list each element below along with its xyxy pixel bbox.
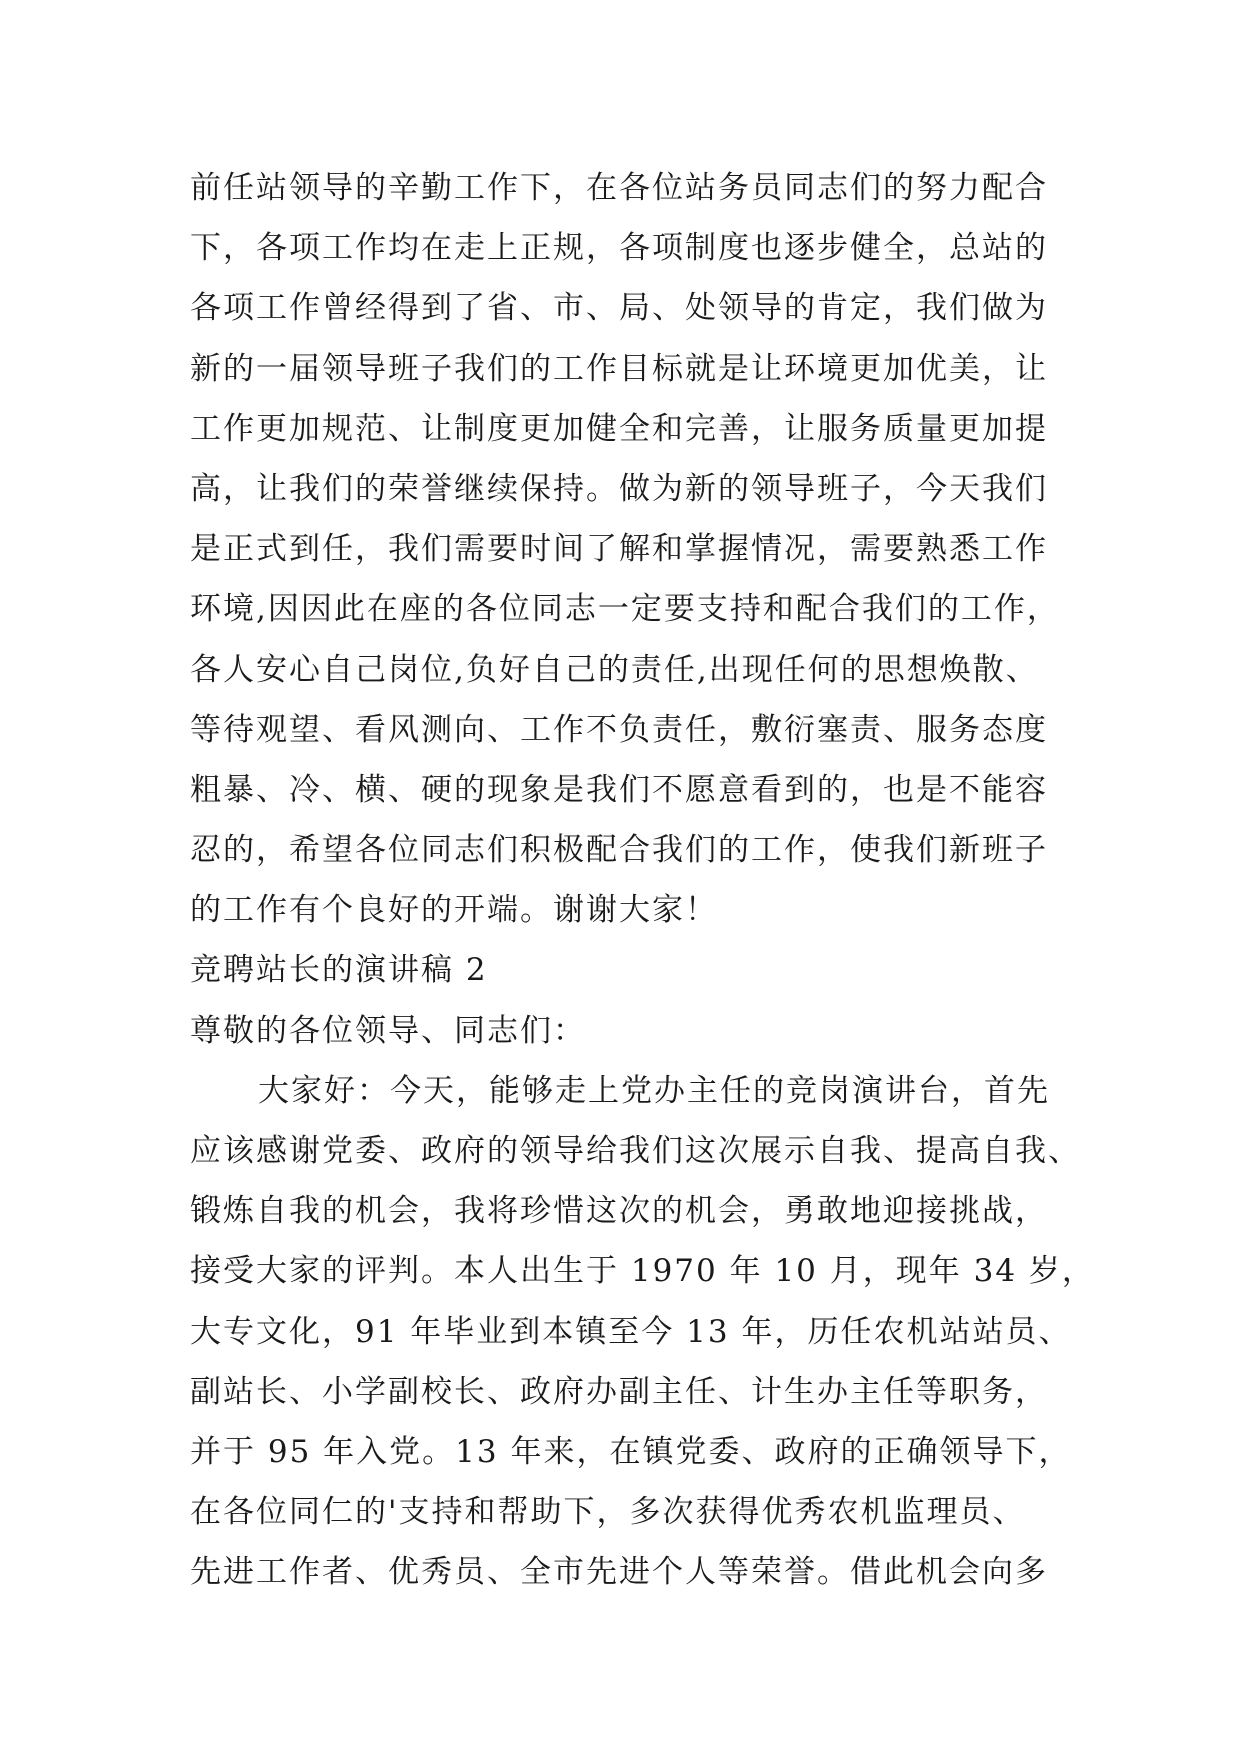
text-line: 大专文化，91 年毕业到本镇至今 13 年，历任农机站站员、 xyxy=(190,1313,1072,1350)
text-line: 各项工作曾经得到了省、市、局、处领导的肯定，我们做为 xyxy=(190,290,1048,327)
text-line: 忍的，希望各位同志们积极配合我们的工作，使我们新班子 xyxy=(190,832,1048,869)
text-line: 粗暴、冷、横、硬的现象是我们不愿意看到的，也是不能容 xyxy=(190,771,1048,808)
text-line: 副站长、小学副校长、政府办副主任、计生办主任等职务， xyxy=(190,1373,1048,1410)
text-line: 接受大家的评判。本人出生于 1970 年 10 月，现年 34 岁， xyxy=(190,1253,1095,1290)
text-line: 工作更加规范、让制度更加健全和完善，让服务质量更加提 xyxy=(190,410,1048,447)
text-line: 在各位同仁的'支持和帮助下，多次获得优秀农机监理员、 xyxy=(190,1494,1026,1531)
text-line: 下，各项工作均在走上正规，各项制度也逐步健全，总站的 xyxy=(190,230,1048,267)
text-line: 锻炼自我的机会，我将珍惜这次的机会，勇敢地迎接挑战， xyxy=(190,1193,1048,1230)
text-line: 环境,因因此在座的各位同志一定要支持和配合我们的工作， xyxy=(190,591,1060,628)
text-line: 各人安心自己岗位,负好自己的责任,出现任何的思想焕散、 xyxy=(190,651,1039,688)
text-line: 前任站领导的辛勤工作下，在各位站务员同志们的努力配合 xyxy=(190,170,1048,206)
salutation: 尊敬的各位领导、同志们： xyxy=(190,1012,586,1049)
text-line: 是正式到任，我们需要时间了解和掌握情况，需要熟悉工作 xyxy=(190,531,1048,568)
text-line: 高，让我们的荣誉继续保持。做为新的领导班子，今天我们 xyxy=(190,470,1048,507)
paragraph-first-line: 大家好：今天，能够走上党办主任的竞岗演讲台，首先 xyxy=(258,1072,1050,1109)
text-line: 新的一届领导班子我们的工作目标就是让环境更加优美，让 xyxy=(190,350,1048,387)
text-line: 应该感谢党委、政府的领导给我们这次展示自我、提高自我、 xyxy=(190,1133,1081,1169)
document-body xyxy=(190,158,1095,1603)
section-heading: 竞聘站长的演讲稿 2 xyxy=(190,952,488,989)
text-line: 等待观望、看风测向、工作不负责任，敷衍塞责、服务态度 xyxy=(190,711,1048,748)
text-line: 并于 95 年入党。13 年来，在镇党委、政府的正确领导下， xyxy=(190,1433,1072,1470)
text-line: 先进工作者、优秀员、全市先进个人等荣誉。借此机会向多 xyxy=(190,1554,1048,1591)
text-line: 的工作有个良好的开端。谢谢大家！ xyxy=(190,892,718,929)
